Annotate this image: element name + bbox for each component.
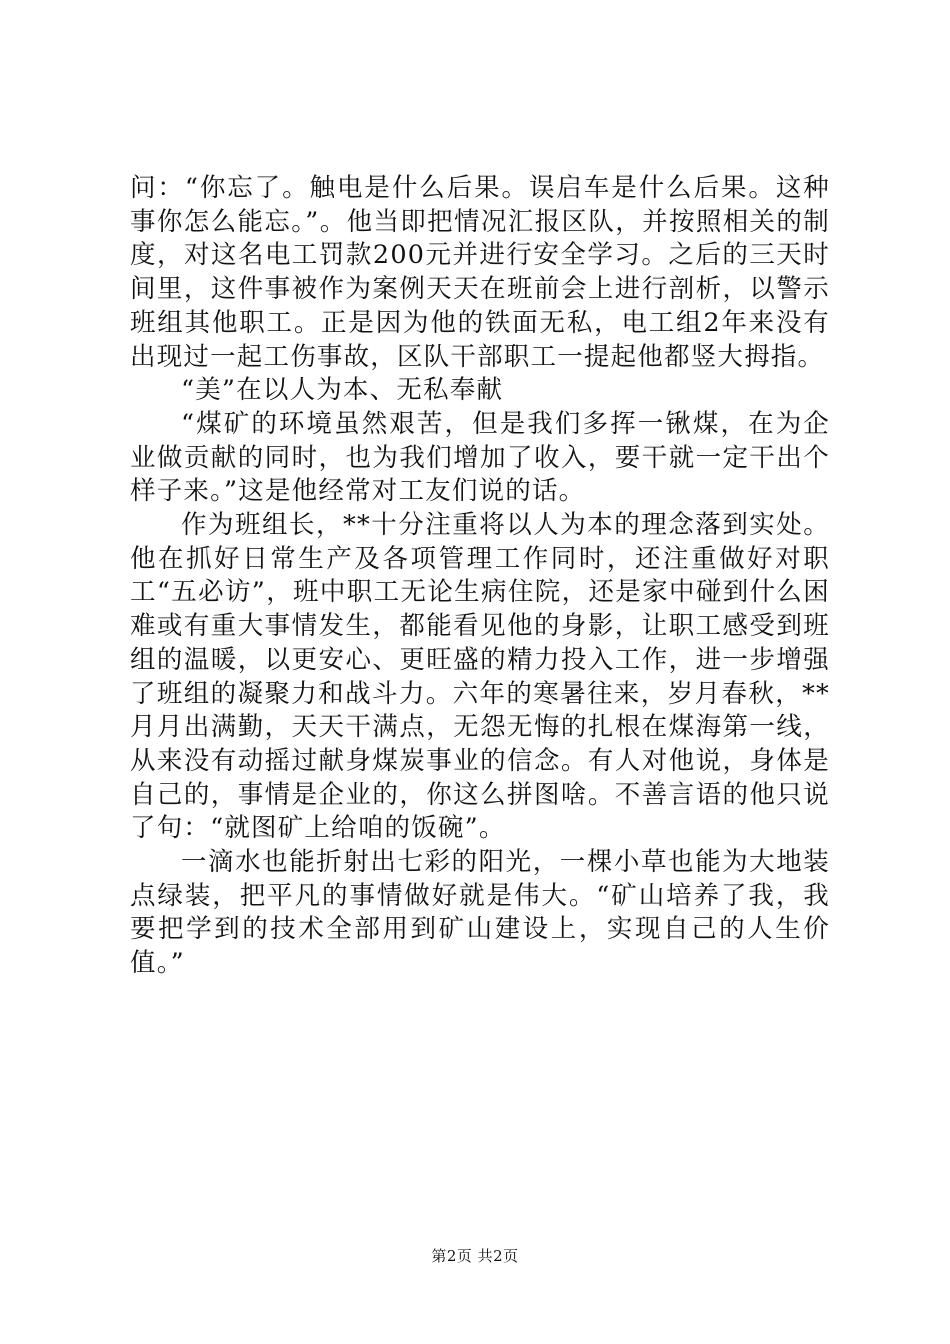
paragraph-3: 作为班组长，**十分注重将以人为本的理念落到实处。他在抓好日常生产及各项管理工作同时，还注重做好对职工“五必访”，班中职工无论生病住院，还是家中碰到什么困难或有重大事情发生，都能看见他的身影，让职工感受到班组的温暖，以更安心、更旺盛的精力投入工作，进一步增强了班组的凝聚力和战斗力。六年的寒暑往来，岁月春秋，**月月出满勤，天天干满点，无怨无悔的扎根在煤海第一线，从来没有动摇过献身煤炭事业的信念。有人对他说，身体是自己的，事情是企业的，你这么拼图啥。不善言语的他只说了句：“就图矿上给咱的饭碗”。 [130, 510, 830, 844]
paragraph-2: “煤矿的环境虽然艰苦，但是我们多挥一锹煤，在为企业做贡献的同时，也为我们增加了收入，要干就一定干出个样子来。”这是他经常对工友们说的话。 [130, 408, 830, 507]
page-footer [0, 1245, 950, 1266]
page-number-label: 第2页 共2页 [431, 1247, 519, 1265]
paragraph-4: 一滴水也能折射出七彩的阳光，一棵小草也能为大地装点绿装，把平凡的事情做好就是伟大。“矿山培养了我，我要把学到的技术全部用到矿山建设上，实现自己的人生价值。” [130, 847, 830, 979]
section-heading: “美”在以人为本、无私奉献 [181, 375, 504, 406]
paragraph-1: 问：“你忘了。触电是什么后果。误启车是什么后果。这种事你怎么能忘。”。他当即把情况汇报区队，并按照相关的制度，对这名电工罚款200元并进行安全学习。之后的三天时间里，这件事被作为案例天天在班前会上进行剖析，以警示班组其他职工。正是因为他的铁面无私，电工组2年来没有出现过一起工伤事故，区队干部职工一提起他都竖大拇指。 [130, 173, 830, 372]
document-body [130, 172, 830, 981]
